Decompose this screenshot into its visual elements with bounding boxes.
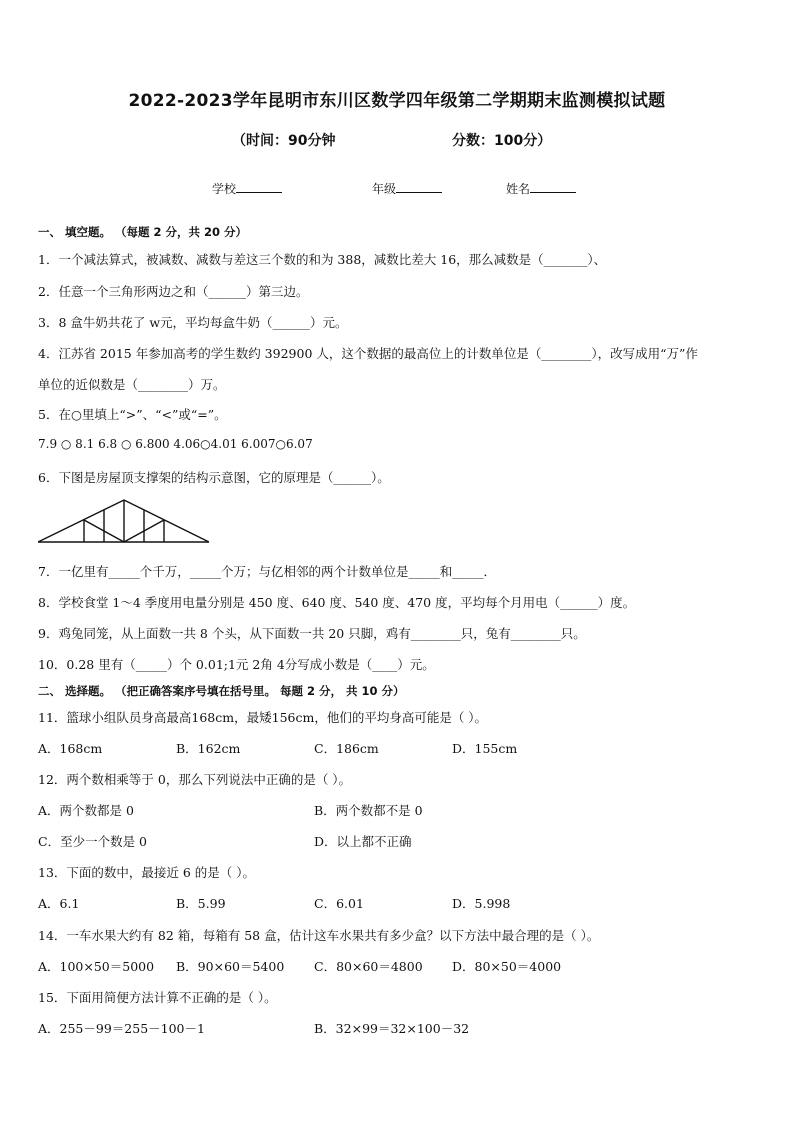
question-7: 7．一亿里有_____个千万，_____个万；与亿相邻的两个计数单位是_____和_____． xyxy=(38,564,496,579)
question-1: 1．一个减法算式，被减数、减数与差这三个数的和为 388，减数比差大 16，那么减数是（_______）、 xyxy=(38,252,607,267)
question-5-items: 7.9 ○ 8.1 6.8 ○ 6.800 4.06○4.01 6.007○6.07 xyxy=(38,437,313,451)
grade-label: 年级 xyxy=(372,182,397,196)
exam-score: 分数：100分） xyxy=(452,133,552,149)
school-blank xyxy=(236,180,282,193)
page-title: 2022-2023学年昆明市东川区数学四年级第二学期期末监测模拟试题 xyxy=(128,91,666,111)
q12-option-c: C．至少一个数是 0 xyxy=(38,834,147,849)
section-heading-choice: 二、 选择题。 （把正确答案序号填在括号里。 每题 2 分， 共 10 分） xyxy=(38,684,405,698)
q11-option-b: B．162cm xyxy=(176,741,241,756)
q13-option-a: A．6.1 xyxy=(38,896,80,911)
question-4: 4．江苏省 2015 年参加高考的学生数约 392900 人，这个数据的最高位上的计数单位是（________），改写成用“万”作 xyxy=(38,346,698,361)
q15-option-b: B．32×99＝32×100－32 xyxy=(314,1021,470,1036)
name-blank xyxy=(530,180,576,193)
q13-option-b: B．5.99 xyxy=(176,896,226,911)
q12-option-b: B．两个数都不是 0 xyxy=(314,803,423,818)
name-field xyxy=(506,180,576,197)
q11-option-d: D．155cm xyxy=(452,741,518,756)
grade-blank xyxy=(396,180,442,193)
question-10: 10．0.28 里有（_____）个 0.01;1元 2角 4分写成小数是（____）元。 xyxy=(38,657,435,672)
q14-option-c: C．80×60＝4800 xyxy=(314,959,423,974)
question-9: 9．鸡兔同笼，从上面数一共 8 个头，从下面数一共 20 只脚，鸡有________只，兔有________只。 xyxy=(38,626,586,641)
school-field xyxy=(212,180,282,197)
question-4-cont: 单位的近似数是（________）万。 xyxy=(38,377,226,392)
q12-option-d: D．以上都不正确 xyxy=(314,834,412,849)
q14-option-b: B．90×60＝5400 xyxy=(176,959,285,974)
question-8: 8．学校食堂 1～4 季度用电量分别是 450 度、640 度、540 度、470 度，平均每个月用电（______）度。 xyxy=(38,595,636,610)
q14-option-a: A．100×50＝5000 xyxy=(38,959,155,974)
q13-option-d: D．5.998 xyxy=(452,896,511,911)
q11-option-c: C．186cm xyxy=(314,741,379,756)
section-heading-fill: 一、 填空题。 （每题 2 分，共 20 分） xyxy=(38,225,248,239)
question-2: 2．任意一个三角形两边之和（______）第三边。 xyxy=(38,284,309,299)
question-5: 5．在○里填上“>”、“<”或“=”。 xyxy=(38,407,227,422)
q11-option-a: A．168cm xyxy=(38,741,103,756)
q14-option-d: D．80×50＝4000 xyxy=(452,959,562,974)
question-15: 15．下面用简便方法计算不正确的是（ ）。 xyxy=(38,990,277,1005)
exam-time: （时间：90分钟 xyxy=(232,133,336,149)
school-label: 学校 xyxy=(212,182,237,196)
question-12: 12．两个数相乘等于 0，那么下列说法中正确的是（ ）。 xyxy=(38,772,352,787)
question-3: 3．8 盒牛奶共花了 w元，平均每盒牛奶（______）元。 xyxy=(38,315,348,330)
question-6: 6．下图是房屋顶支撑架的结构示意图，它的原理是（______）。 xyxy=(38,470,390,485)
question-11: 11．篮球小组队员身高最高168cm，最矮156cm，他们的平均身高可能是（ ）。 xyxy=(38,710,488,725)
grade-field xyxy=(372,180,442,197)
question-14: 14．一车水果大约有 82 箱，每箱有 58 盒，估计这车水果共有多少盒？以下方法中最合理的是（ ）。 xyxy=(38,928,600,943)
roof-truss-diagram xyxy=(38,498,212,544)
name-label: 姓名 xyxy=(506,182,531,196)
q15-option-a: A．255－99＝255－100－1 xyxy=(38,1021,205,1036)
q12-option-a: A．两个数都是 0 xyxy=(38,803,134,818)
question-13: 13．下面的数中，最接近 6 的是（ ）。 xyxy=(38,865,256,880)
q13-option-c: C．6.01 xyxy=(314,896,364,911)
